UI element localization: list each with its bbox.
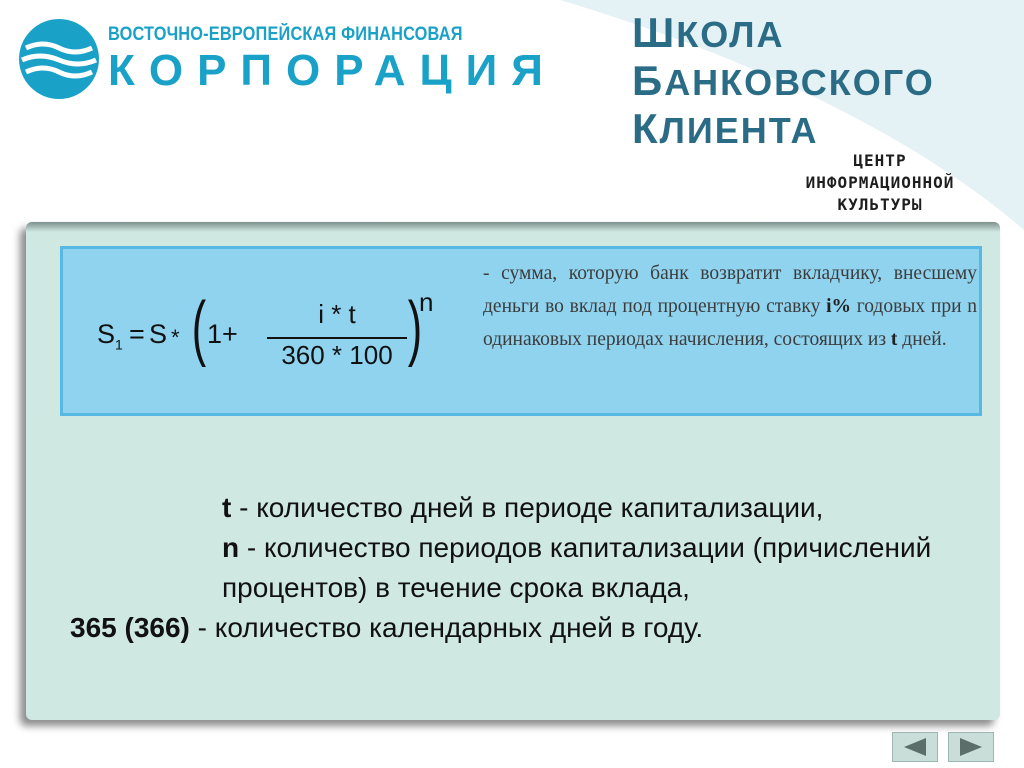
school-title [632, 10, 935, 154]
triangle-right-icon [956, 736, 986, 758]
definition-t: t - количество дней в периоде капитализации, [222, 492, 824, 523]
logo-top-text: ВОСТОЧНО-ЕВРОПЕЙСКАЯ ФИНАНСОВАЯ [108, 24, 463, 45]
definitions-list [70, 488, 970, 648]
panel-top-edge [26, 222, 1000, 232]
formula-exponent: n [419, 287, 434, 317]
school-line3-initial: К [632, 105, 660, 152]
formula-equals: = [129, 319, 145, 349]
triangle-left-icon [900, 736, 930, 758]
formula-fraction-bar [267, 337, 407, 339]
center-line3: КУЛЬТУРЫ [837, 195, 923, 214]
formula-s: S [149, 319, 168, 349]
logo-bottom-text: КОРПОРАЦИЯ [108, 46, 557, 95]
formula-one: 1 [207, 319, 223, 349]
company-logo-icon [18, 18, 100, 100]
school-line2-initial: Б [632, 57, 665, 104]
formula-plus: + [222, 319, 238, 349]
company-logo [18, 14, 557, 104]
school-line2-rest: АНКОВСКОГО [664, 62, 935, 103]
formula-description: - сумма, которую банк возвратит вкладчику, внесшему деньги во вклад под процентную ставку i% годовых при n одинаковых периодах начисления, состоящих из t дней. [483, 263, 977, 350]
formula-lhs: $S_1$ [97, 319, 123, 353]
center-line2: ИНФОРМАЦИОННОЙ [805, 173, 955, 192]
definition-days: 365 (366) - количество календарных дней в году. [70, 612, 704, 643]
compound-interest-formula [97, 249, 477, 413]
formula-numerator: i * t [318, 299, 356, 329]
formula-paren-left: ( [191, 288, 207, 368]
center-line1: ЦЕНТР [853, 151, 907, 170]
school-line3-rest: ЛИЕНТА [659, 110, 819, 151]
formula-multiply: * [171, 325, 180, 350]
formula-denominator: 360 * 100 [281, 340, 393, 370]
definition-n: n - количество периодов капитализации (причислений процентов) в течение срока вклада, [222, 532, 932, 603]
school-line1-rest: КОЛА [676, 14, 785, 55]
formula-paren-right: ) [407, 288, 423, 368]
school-line1-initial: Ш [632, 9, 677, 56]
prev-slide-button[interactable] [892, 732, 938, 762]
formula-box [60, 246, 982, 416]
center-info-culture [760, 150, 1000, 216]
next-slide-button[interactable] [948, 732, 994, 762]
